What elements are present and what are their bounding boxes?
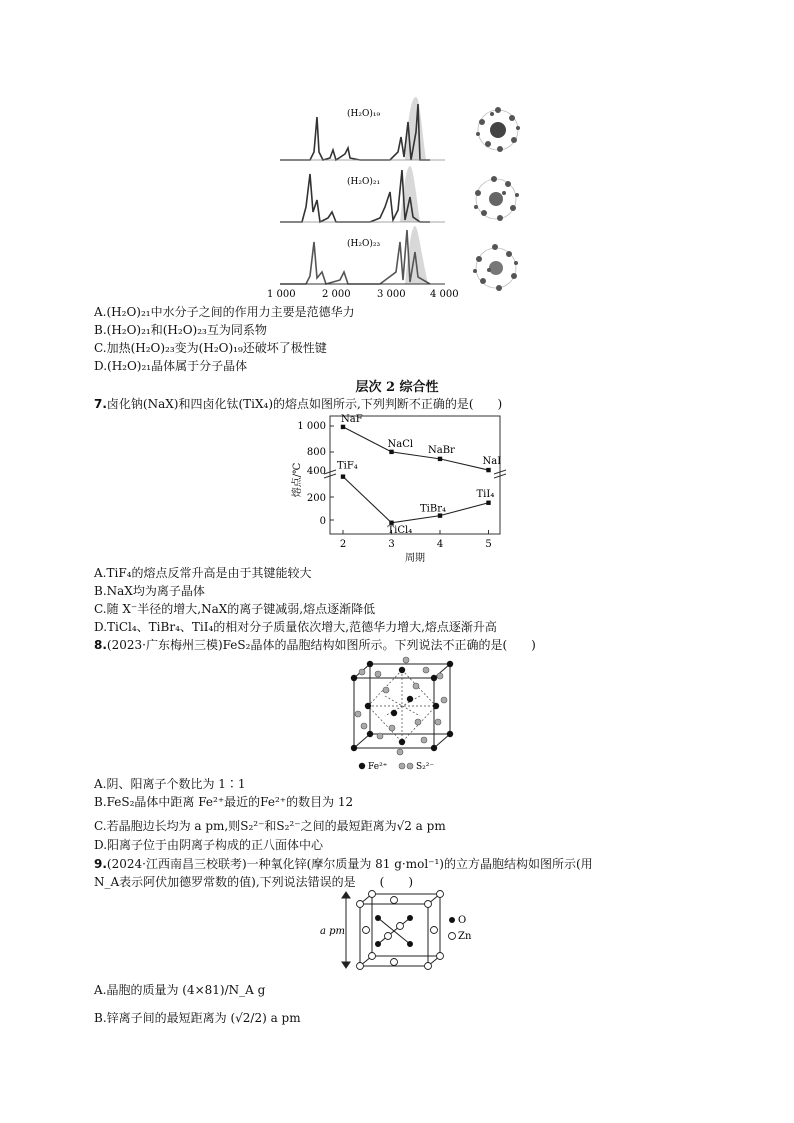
data-point [438,457,442,461]
section-title: 层次 2 综合性 [355,380,439,395]
spectrum-h2o-21 [280,166,445,222]
y-tick-1000: 1 000 [297,421,326,432]
q8-option-a: A.阴、阳离子个数比为 1∶1 [94,777,246,791]
x-axis-label: 周期 [405,553,425,564]
y-tick-400: 400 [306,466,326,477]
data-point [341,474,345,478]
data-point [486,468,490,472]
zno-legend [449,915,472,942]
q6-option-a: A.(H₂O)₂₁中水分子之间的作用力主要是范德华力 [94,305,355,319]
q9-text: (2024·江西南昌三校联考)一种氧化锌(摩尔质量为 81 g·mol⁻¹)的立方晶胞结构如图所示(用 [106,857,593,871]
spectra-figure [267,92,540,302]
q7-option-b: B.NaX均为离子晶体 [94,584,205,598]
q6-option-c: C.加热(H₂O)₂₃变为(H₂O)₁₉还破坏了极性键 [94,341,327,355]
fes2-unit-cell [340,656,464,774]
legend-s: S₂²⁻ [416,762,435,772]
spectrum-label-19: (H₂O)₁₉ [347,109,381,119]
q8-text: (2023·广东梅州三模)FeS₂晶体的晶胞结构如图所示。下列说法不正确的是( ) [106,638,536,652]
y-tick-marks [330,426,334,520]
x-tick-3: 3 [388,539,395,550]
q8-number: 8. [94,638,107,652]
legend-fe: Fe²⁺ [368,762,388,772]
melting-point-chart [282,410,512,566]
spectrum-label-23: (H₂O)₂₃ [347,239,381,249]
spectrum-h2o-23 [280,226,445,284]
q9-option-b: B.锌离子间的最短距离为 (√2/2) a pm [94,1011,301,1025]
q9-stem [94,856,593,872]
x-ticks [340,530,492,550]
x-tick-5: 5 [485,539,492,550]
spectrum-h2o-19 [280,97,445,160]
y-tick-800: 800 [306,447,326,458]
q6-option-d: D.(H₂O)₂₁晶体属于分子晶体 [94,359,248,373]
spectrum-tick-2000: 2 000 [322,289,351,300]
spectrum-tick-4000: 4 000 [430,289,459,300]
y-axis-label: 熔点/℃ [292,462,303,498]
spectrum-tick-3000: 3 000 [377,289,406,300]
spectrum-tick-1000: 1 000 [267,289,296,300]
spectrum-x-axis [267,289,459,300]
zno-axis-label: a pm [320,926,346,937]
data-label: NaCl [387,438,414,450]
q8-option-d: D.阳离子位于由阴离子构成的正八面体中心 [94,838,324,852]
data-label: NaF [341,413,363,425]
x-tick-4: 4 [436,539,444,550]
q7-option-d: D.TiCl₄、TiBr₄、TiI₄的相对分子质量依次增大,范德华力增大,熔点逐渐升高 [94,620,497,634]
data-point [389,450,393,454]
zno-unit-cell [320,890,480,972]
legend-o: O [458,915,467,926]
data-label: TiCl₄ [387,524,413,536]
fes2-legend [359,762,435,772]
data-label: NaI [482,456,502,468]
q9-number: 9. [94,857,107,871]
x-tick-2: 2 [339,539,347,550]
y-tick-200: 200 [306,493,326,504]
data-label: TiF₄ [337,460,358,472]
q8-option-c: C.若晶胞边长均为 a pm,则S₂²⁻和S₂²⁻之间的最短距离为√2 a pm [94,819,446,833]
legend-zn: Zn [458,931,472,942]
q7-option-a: A.TiF₄的熔点反常升高是由于其键能较大 [94,566,312,580]
data-label: TiBr₄ [420,503,447,515]
q6-option-b: B.(H₂O)₂₁和(H₂O)₂₃互为同系物 [94,323,267,337]
q8-stem [94,637,536,653]
data-point [341,425,345,429]
q7-number: 7. [94,397,107,411]
spectrum-label-21: (H₂O)₂₁ [347,177,381,187]
series-line-1 [343,477,489,523]
series-line-0 [343,427,489,470]
q9-option-a: A.晶胞的质量为 (4×81)/N_A g [94,983,266,997]
q7-option-c: C.随 X⁻半径的增大,NaX的离子键减弱,熔点逐渐降低 [94,602,376,616]
data-point [486,501,490,505]
cluster-models [473,107,520,291]
q7-text: 卤化钠(NaX)和四卤化钛(TiX₄)的熔点如图所示,下列判断不正确的是( ) [106,397,503,411]
data-label: TiI₄ [476,488,495,500]
q8-option-b: B.FeS₂晶体中距离 Fe²⁺最近的Fe²⁺的数目为 12 [94,795,354,809]
data-label: NaBr [428,444,455,456]
y-tick-0: 0 [319,516,326,527]
q9-stem-line2: N_A表示阿伏加德罗常数的值),下列说法错误的是 ( ) [94,875,414,889]
